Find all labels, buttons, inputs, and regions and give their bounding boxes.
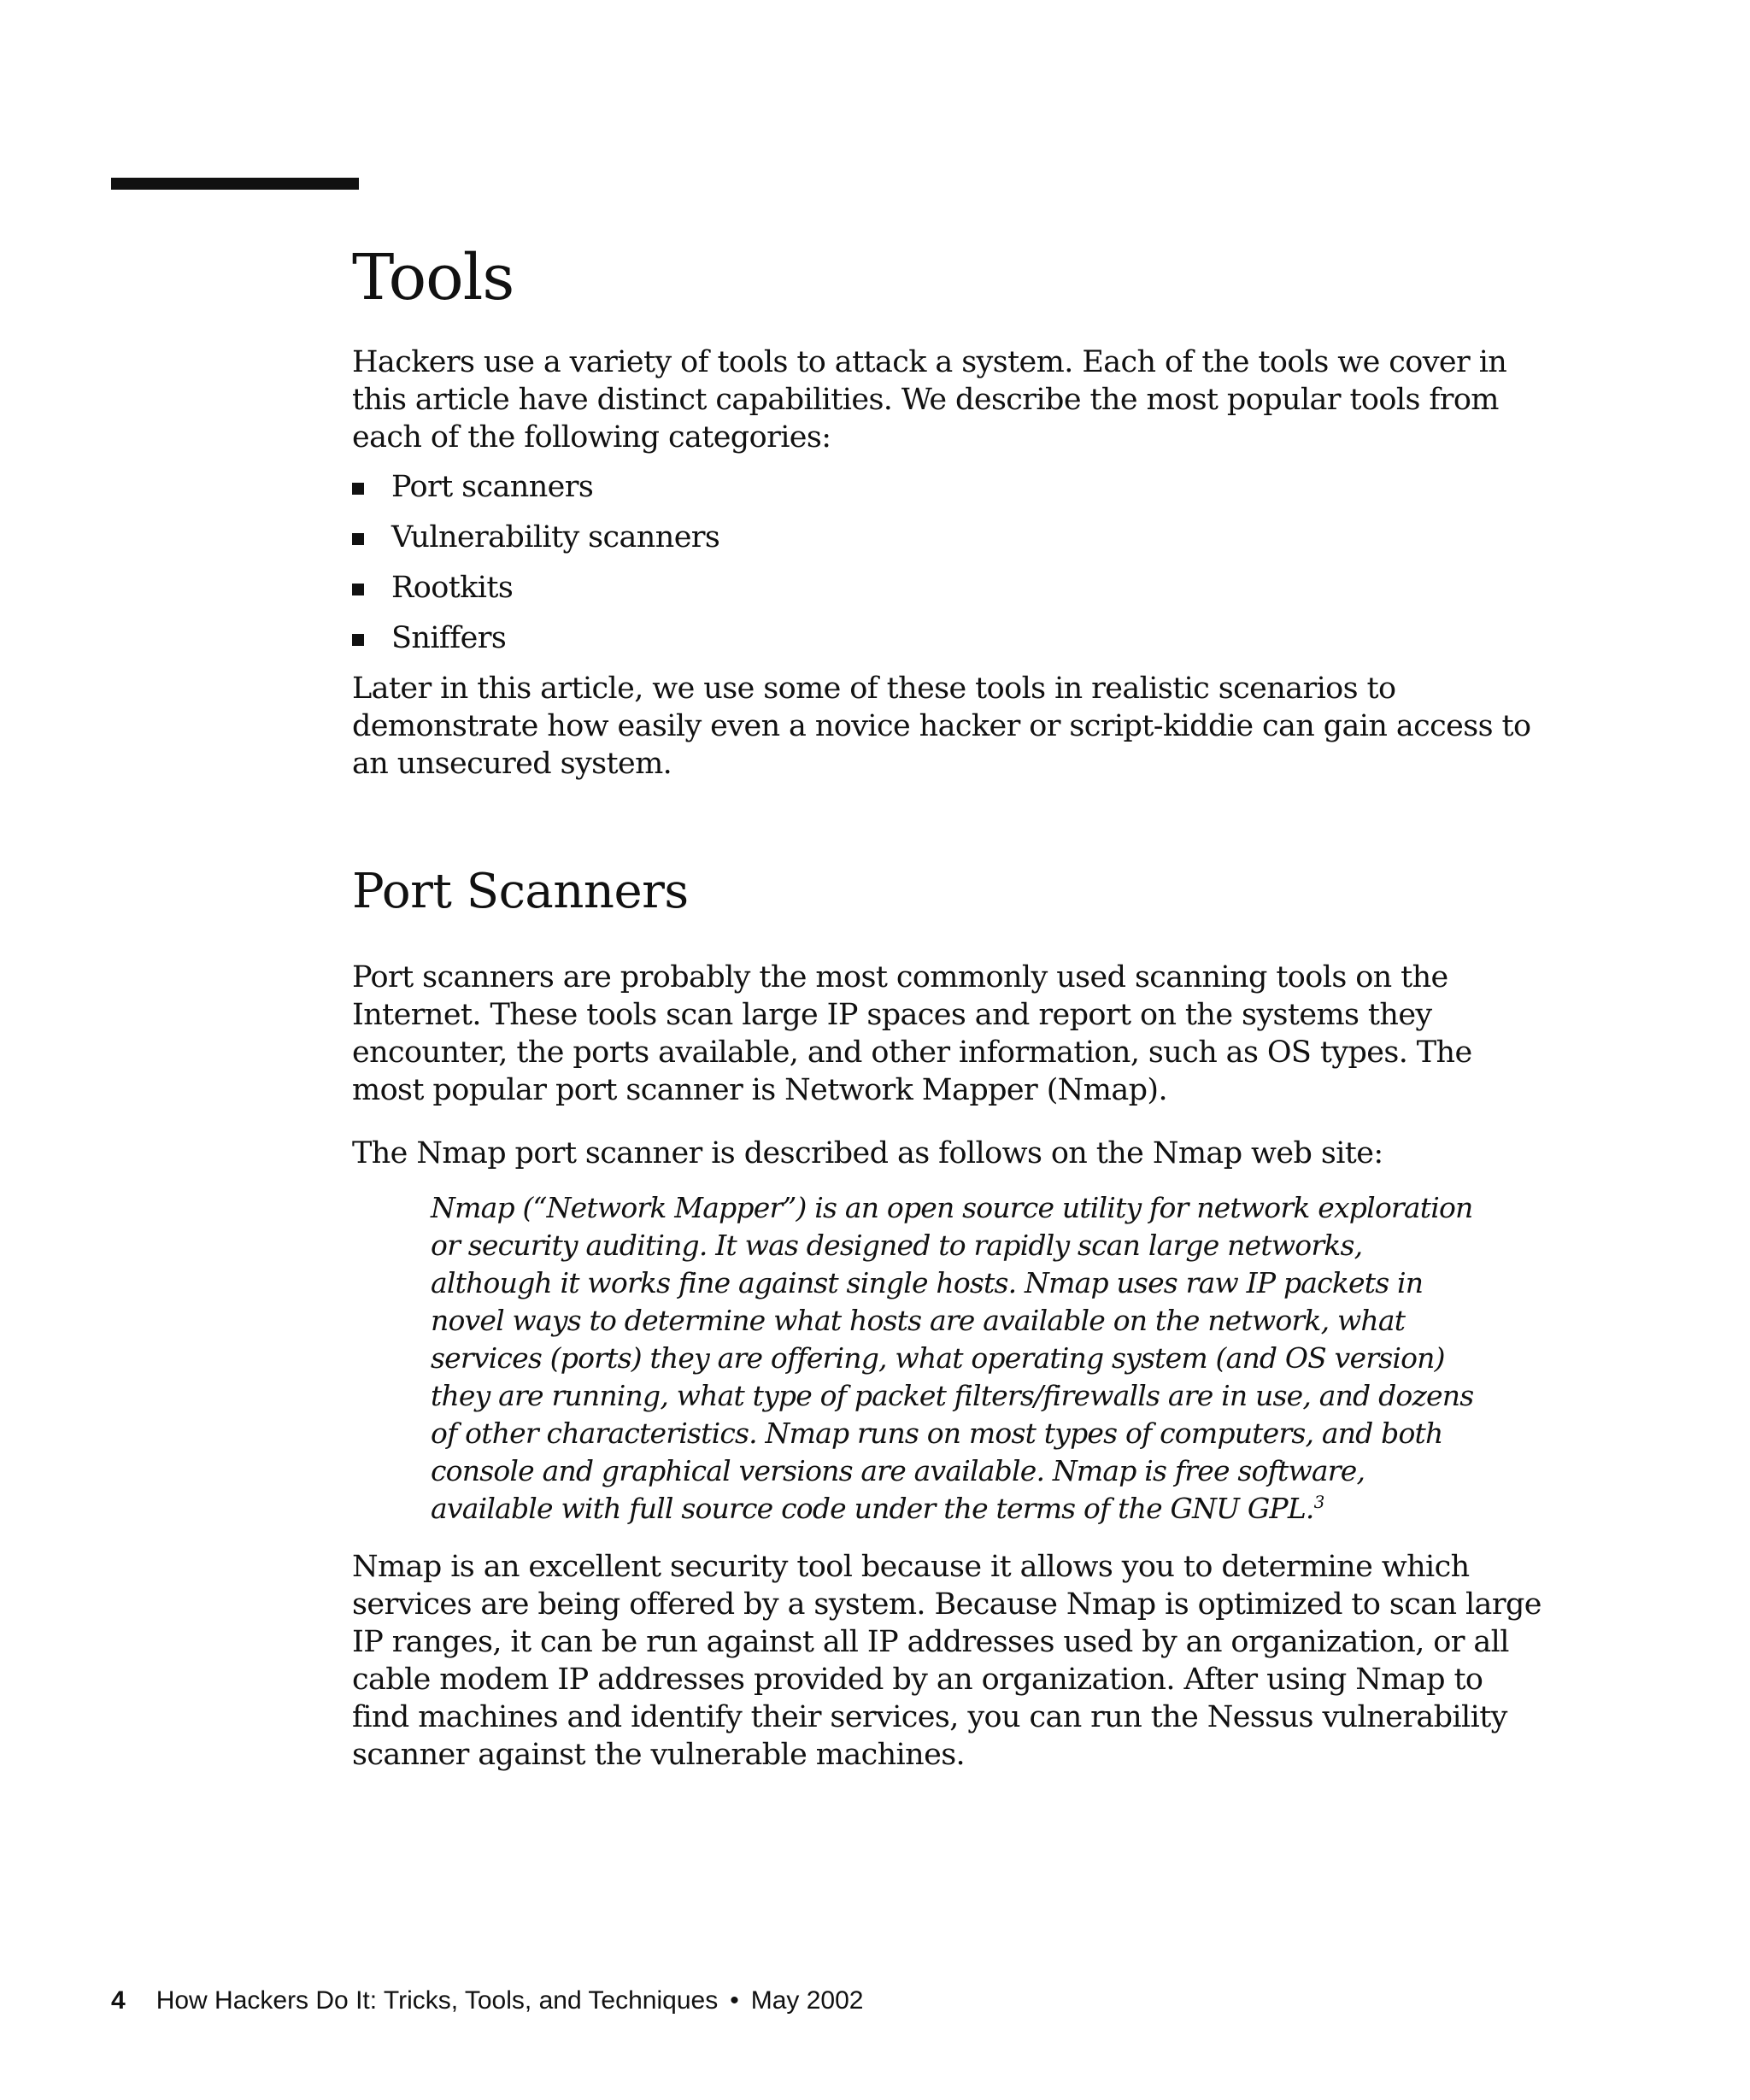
page-content: [352, 231, 1548, 1774]
list-item: [352, 619, 1548, 657]
list-item-label: Port scanners: [391, 470, 594, 504]
chapter-rule: [111, 178, 359, 190]
list-item-label: Vulnerability scanners: [391, 520, 720, 554]
page-footer: [111, 1984, 863, 2018]
footer-separator: •: [730, 1986, 739, 2015]
section-heading: Port Scanners: [352, 864, 689, 919]
page-number: 4: [111, 1986, 126, 2015]
bullet-square-icon: [352, 634, 364, 646]
category-list: [352, 468, 1548, 657]
bullet-square-icon: [352, 533, 364, 545]
list-item-label: Rootkits: [391, 571, 514, 605]
quote-text: Nmap (“Network Mapper”) is an open source utility for network exploration or security auditing. It was designed to rapidly scan large networks, although it works fine against single hosts. Nmap uses raw IP packets in novel ways to determine what hosts are available on the network, what services (ports) they are offering, what operating system (and OS version) they are running, what type of packet filters/firewalls are in use, and dozens of other characteristics. Nmap runs on most types of computers, and both console and graphical versions are available. Nmap is free software, available with full source code under the terms of the GNU GPL.: [431, 1191, 1474, 1525]
port-scanners-paragraph-2: The Nmap port scanner is described as follows on the Nmap web site:: [352, 1136, 1383, 1170]
list-item: [352, 519, 1548, 556]
footnote-marker: 3: [1313, 1492, 1324, 1512]
bullet-square-icon: [352, 584, 364, 595]
port-scanners-paragraph-3: Nmap is an excellent security tool because it allows you to determine which services are being offered by a system. Because Nmap is optimized to scan large IP ranges, it can be run against all IP addresses used by an organization, or all cable modem IP addresses provided by an organization. After using Nmap to find machines and identify their services, you can run the Nessus vulnerability scanner against the vulnerable machines.: [352, 1550, 1542, 1772]
port-scanners-paragraph-1: Port scanners are probably the most commonly used scanning tools on the Internet. These tools scan large IP spaces and report on the systems they encounter, the ports available, and other information, such as OS types. The most popular port scanner is Network Mapper (Nmap).: [352, 960, 1472, 1107]
bullet-square-icon: [352, 483, 364, 495]
list-item-label: Sniffers: [391, 621, 507, 655]
page-title: Tools: [352, 241, 514, 314]
nmap-quote: [431, 1189, 1482, 1528]
intro-paragraph: Hackers use a variety of tools to attack a system. Each of the tools we cover in this article have distinct capabilities. We describe the most popular tools from each of the following categories:: [352, 345, 1507, 455]
list-item: [352, 468, 1548, 506]
list-item: [352, 569, 1548, 607]
intro-closing-paragraph: Later in this article, we use some of these tools in realistic scenarios to demonstrate how easily even a novice hacker or script-kiddie can gain access to an unsecured system.: [352, 672, 1531, 781]
document-title: How Hackers Do It: Tricks, Tools, and Techniques: [156, 1986, 719, 2015]
document-date: May 2002: [750, 1986, 864, 2015]
